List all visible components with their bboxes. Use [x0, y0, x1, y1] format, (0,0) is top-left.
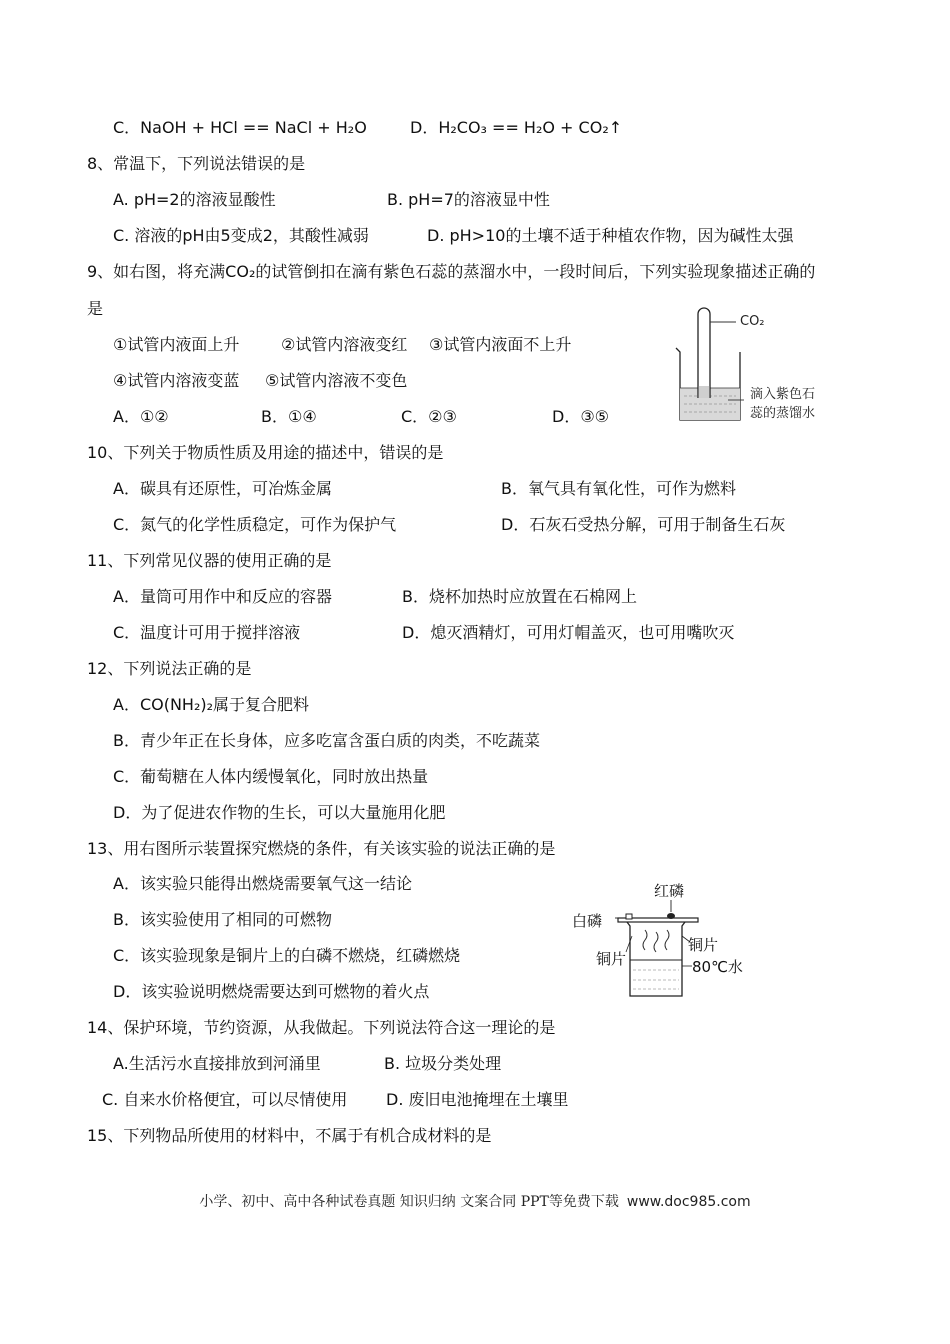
footer-site-link[interactable]: www.doc985.com — [626, 1194, 751, 1210]
fig2-copper-left-label: 铜片 — [596, 950, 627, 968]
q7-option-d: D．H₂CO₃ == H₂O + CO₂↑ — [410, 118, 623, 137]
fig2-copper-right-label: 铜片 — [688, 936, 719, 954]
q12-option-b: B．青少年正在长身体，应多吃富含蛋白质的肉类，不吃蔬菜 — [113, 731, 540, 750]
q11-stem: 11、下列常见仪器的使用正确的是 — [87, 551, 332, 570]
q9-option-d: D．③⑤ — [552, 407, 610, 426]
q13-option-a: A．该实验只能得出燃烧需要氧气这一结论 — [113, 874, 412, 893]
q9-option-c: C．②③ — [401, 407, 457, 426]
page-footer — [0, 1191, 950, 1211]
q11-option-d: D．熄灭酒精灯，可用灯帽盖灭，也可用嘴吹灭 — [402, 623, 735, 642]
q8-option-d: D. pH>10的土壤不适于种植农作物，因为碱性太强 — [427, 226, 794, 245]
q11-option-a: A．量筒可用作中和反应的容器 — [113, 587, 332, 606]
q11-option-b: B．烧杯加热时应放置在石棉网上 — [402, 587, 637, 606]
q14-option-a: A.生活污水直接排放到河涌里 — [113, 1054, 321, 1073]
q9-statement-4: ④试管内溶液变蓝 — [113, 371, 240, 390]
q10-stem: 10、下列关于物质性质及用途的描述中，错误的是 — [87, 443, 444, 462]
q11-option-c: C．温度计可用于搅拌溶液 — [113, 623, 301, 642]
q9-statement-2: ②试管内溶液变红 — [281, 335, 408, 354]
q10-option-b: B．氧气具有氧化性，可作为燃料 — [501, 479, 736, 498]
q8-option-b: B. pH=7的溶液显中性 — [387, 190, 550, 209]
q14-option-d: D. 废旧电池掩埋在土壤里 — [386, 1090, 569, 1109]
q13-option-d: D．该实验说明燃烧需要达到可燃物的着火点 — [113, 982, 430, 1001]
q9-stem-line1: 9、如右图，将充满CO₂的试管倒扣在滴有紫色石蕊的蒸溜水中，一段时间后，下列实验现象描述正确的 — [87, 262, 816, 281]
q12-stem: 12、下列说法正确的是 — [87, 659, 252, 678]
q10-option-c: C．氮气的化学性质稳定，可作为保护气 — [113, 515, 397, 534]
q10-option-d: D．石灰石受热分解，可用于制备生石灰 — [501, 515, 786, 534]
fig2-water-temp-label: 80℃水 — [692, 958, 743, 976]
q8-stem: 8、常温下，下列说法错误的是 — [87, 154, 306, 173]
fig1-water-label-2: 蕊的蒸馏水 — [750, 406, 816, 421]
q9-statement-3: ③试管内液面不上升 — [429, 335, 572, 354]
fig1-co2-label: CO₂ — [740, 314, 765, 329]
fig1-water-label-1: 滴入紫色石 — [750, 387, 816, 402]
q8-option-a: A. pH=2的溶液显酸性 — [113, 190, 276, 209]
q13-stem: 13、用右图所示装置探究燃烧的条件，有关该实验的说法正确的是 — [87, 839, 556, 858]
co2-test-tube-figure — [670, 300, 850, 430]
q9-option-b: B．①④ — [261, 407, 317, 426]
fig2-white-phosphorus-label: 白磷 — [572, 912, 603, 930]
fig2-red-phosphorus-label: 红磷 — [654, 882, 685, 900]
q7-option-c: C．NaOH + HCl == NaCl + H₂O — [113, 118, 367, 137]
q12-option-c: C．葡萄糖在人体内缓慢氧化，同时放出热量 — [113, 767, 429, 786]
q8-option-c: C. 溶液的pH由5变成2，其酸性减弱 — [113, 226, 369, 245]
q15-stem: 15、下列物品所使用的材料中，不属于有机合成材料的是 — [87, 1126, 492, 1145]
q14-option-c: C. 自来水价格便宜，可以尽情使用 — [102, 1090, 348, 1109]
q9-stem-line2: 是 — [87, 299, 104, 318]
q9-option-a: A．①② — [113, 407, 169, 426]
q10-option-a: A．碳具有还原性，可冶炼金属 — [113, 479, 332, 498]
q14-option-b: B. 垃圾分类处理 — [384, 1054, 502, 1073]
combustion-apparatus-figure — [570, 878, 770, 1003]
q9-statement-5: ⑤试管内溶液不变色 — [265, 371, 408, 390]
q13-option-b: B．该实验使用了相同的可燃物 — [113, 910, 332, 929]
q13-option-c: C．该实验现象是铜片上的白磷不燃烧，红磷燃烧 — [113, 946, 461, 965]
q9-statement-1: ①试管内液面上升 — [113, 335, 240, 354]
q12-option-d: D．为了促进农作物的生长，可以大量施用化肥 — [113, 803, 446, 822]
footer-text: 小学、初中、高中各种试卷真题 知识归纳 文案合同 PPT等免费下载 — [199, 1194, 619, 1210]
q12-option-a: A．CO(NH₂)₂属于复合肥料 — [113, 695, 310, 714]
q14-stem: 14、保护环境，节约资源，从我做起。下列说法符合这一理论的是 — [87, 1018, 556, 1037]
